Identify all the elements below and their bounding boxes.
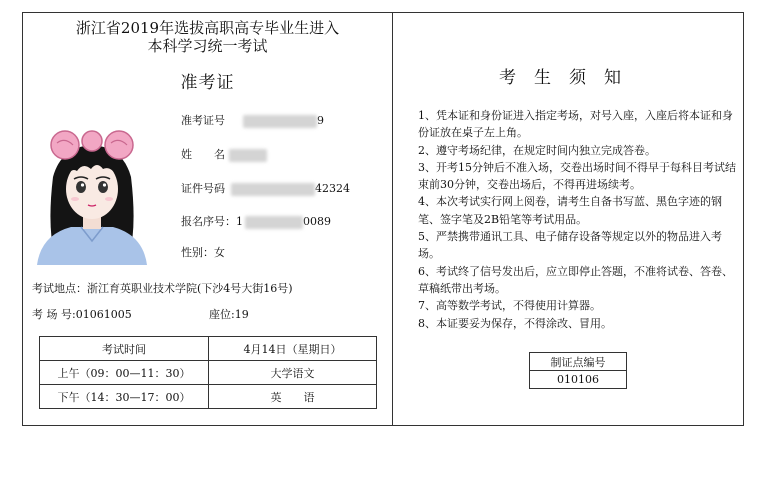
table-row (40, 385, 377, 409)
certificate-point-label: 制证点编号 (530, 353, 627, 371)
notice-rule: 8、本证要妥为保存，不得涂改、冒用。 (418, 316, 612, 330)
schedule-time-cell: 下午（14：30—17：00） (40, 385, 209, 409)
redacted-admission-number (243, 115, 317, 128)
redacted-name (229, 149, 267, 162)
exam-location: 考试地点：浙江育英职业技术学院(下沙4号大街16号) (32, 282, 293, 295)
schedule-header-row (40, 337, 377, 361)
notice-rule: 6、考试终了信号发出后，应立即停止答题，不准将试卷、答卷、草稿纸带出考场。 (418, 264, 733, 295)
exam-title-line1: 浙江省2019年选拔高职高专毕业生进入 (75, 19, 340, 37)
avatar-illustration (31, 107, 153, 265)
notice-title: 考生须知 (499, 68, 639, 88)
admission-ticket (22, 12, 744, 426)
id-number-row (181, 180, 350, 196)
schedule-header-time: 考试时间 (40, 337, 209, 361)
exam-title-line2: 本科学习统一考试 (147, 37, 268, 55)
schedule-header-date: 4月14日（星期日） (209, 337, 377, 361)
notice-rule: 4、本次考试实行网上阅卷，请考生自备书写蓝、黑色字迹的钢笔、签字笔及2B铅笔等考试用品。 (418, 195, 722, 226)
notice-rule: 1、凭本证和身份证进入指定考场，对号入座，入座后将本证和身份证放在桌子左上角。 (418, 109, 733, 140)
schedule-subject-cell: 大学语文 (209, 361, 377, 385)
schedule-time-cell: 上午（09：00—11：30） (40, 361, 209, 385)
seat-number: 座位:19 (209, 308, 249, 321)
registration-label: 报名序号：1 (181, 215, 243, 228)
schedule-subject-cell: 英 语 (209, 385, 377, 409)
candidate-photo (31, 107, 153, 265)
notice-rule: 3、开考15分钟后不准入场，交卷出场时间不得早于每科目考试结束前30分钟，交卷出场后，不得再进场续考。 (418, 160, 736, 192)
registration-suffix: 0089 (303, 215, 331, 228)
id-number-suffix: 42324 (315, 182, 350, 195)
redacted-id-number (231, 183, 315, 196)
exam-room: 考 场 号:01061005 (32, 308, 132, 321)
notice-rule: 7、高等数学考试，不得使用计算器。 (418, 299, 601, 313)
admission-number-row (181, 112, 324, 128)
name-label: 姓 名 (181, 148, 225, 161)
registration-row (181, 213, 331, 229)
table-row (40, 361, 377, 385)
redacted-registration-number (245, 216, 303, 229)
notice-rule: 2、遵守考场纪律，在规定时间内独立完成答卷。 (418, 143, 656, 157)
gender: 性别：女 (181, 246, 225, 259)
notice-rules (418, 107, 740, 332)
id-number-label: 证件号码 (181, 182, 225, 195)
card-title: 准考证 (180, 73, 235, 93)
certificate-point-number: 010106 (530, 371, 627, 389)
admission-number-suffix: 9 (317, 114, 324, 127)
name-row (181, 146, 267, 162)
exam-schedule-table (39, 336, 377, 409)
notice-rule: 5、严禁携带通讯工具、电子储存设备等规定以外的物品进入考场。 (418, 230, 722, 261)
certificate-point-box (529, 352, 627, 389)
admission-number-label: 准考证号 (181, 114, 225, 127)
